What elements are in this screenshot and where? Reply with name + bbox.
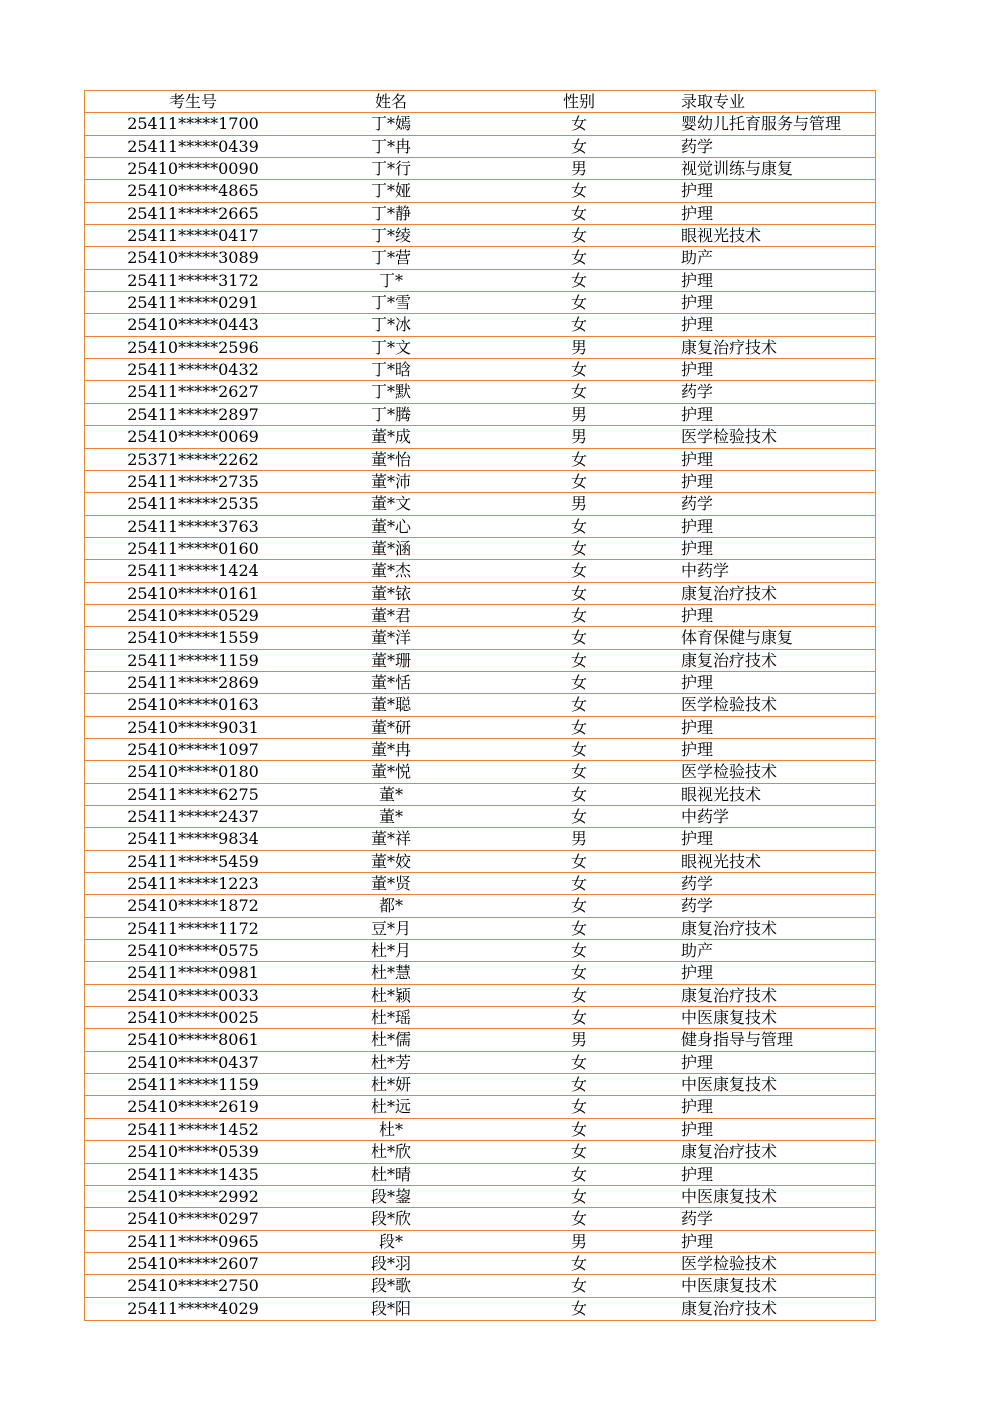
cell-exam-number: 25410*****0539: [127, 1142, 259, 1162]
cell-name: 杜*瑶: [370, 1008, 411, 1028]
cell-name: 丁*冉: [370, 136, 411, 156]
table-row: [85, 337, 875, 359]
table-row: [85, 918, 875, 940]
table-row: [85, 180, 875, 202]
cell-gender: 女: [570, 471, 587, 491]
cell-major: 中药学: [681, 561, 730, 581]
cell-gender: 女: [570, 1142, 587, 1162]
cell-exam-number: 25410*****2607: [127, 1253, 259, 1273]
cell-name: 杜*颖: [370, 985, 411, 1005]
table-row: [85, 583, 875, 605]
table-row: [85, 784, 875, 806]
table-row: [85, 940, 875, 962]
cell-name: 段*: [378, 1231, 403, 1251]
cell-major: 眼视光技术: [681, 851, 762, 871]
cell-major: 护理: [681, 404, 714, 424]
cell-gender: 女: [570, 941, 587, 961]
cell-gender: 女: [570, 963, 587, 983]
cell-exam-number: 25410*****0069: [127, 427, 259, 447]
header-gender: 性别: [562, 92, 595, 111]
cell-name: 杜*月: [370, 941, 411, 961]
table-row: [85, 851, 875, 873]
cell-gender: 女: [570, 918, 587, 938]
cell-gender: 女: [570, 136, 587, 156]
cell-gender: 女: [570, 784, 587, 804]
cell-major: 康复治疗技术: [681, 985, 778, 1005]
cell-major: 婴幼儿托育服务与管理: [681, 114, 842, 134]
cell-name: 董*: [378, 807, 403, 826]
cell-gender: 女: [570, 1119, 587, 1139]
cell-exam-number: 25410*****3089: [127, 248, 259, 268]
cell-gender: 女: [570, 874, 587, 894]
cell-gender: 女: [570, 203, 587, 223]
admission-table: [84, 90, 876, 1321]
cell-gender: 男: [570, 829, 587, 849]
cell-major: 护理: [681, 538, 714, 558]
table-row: [85, 895, 875, 917]
table-row: [85, 158, 875, 180]
cell-gender: 女: [570, 1276, 587, 1296]
table-row: [85, 314, 875, 336]
cell-major: 护理: [681, 203, 714, 223]
cell-major: 医学检验技术: [681, 427, 778, 447]
table-row: [85, 493, 875, 515]
table-row: [85, 828, 875, 850]
cell-major: 护理: [681, 605, 714, 625]
header-major: 录取专业: [681, 92, 746, 111]
cell-exam-number: 25410*****2619: [127, 1097, 259, 1117]
cell-exam-number: 25411*****0160: [127, 538, 259, 558]
cell-name: 段*鋆: [370, 1186, 411, 1206]
cell-name: 丁*娅: [370, 181, 411, 201]
cell-name: 杜*晴: [370, 1164, 411, 1184]
cell-major: 护理: [681, 1231, 714, 1251]
cell-major: 护理: [681, 293, 714, 313]
cell-exam-number: 25410*****0575: [127, 941, 259, 961]
cell-name: 杜*远: [370, 1097, 411, 1117]
table-row: [85, 761, 875, 783]
table-row: [85, 136, 875, 158]
cell-exam-number: 25411*****1435: [127, 1164, 259, 1184]
table-row: [85, 627, 875, 649]
cell-name: 丁*默: [370, 382, 411, 402]
cell-exam-number: 25411*****0439: [127, 136, 259, 156]
cell-name: 董*悦: [370, 762, 411, 782]
cell-name: 杜*儒: [370, 1030, 411, 1050]
cell-gender: 女: [570, 628, 587, 648]
cell-gender: 女: [570, 1075, 587, 1095]
cell-exam-number: 25411*****3172: [127, 270, 259, 290]
cell-gender: 男: [570, 427, 587, 447]
table-row: [85, 985, 875, 1007]
cell-gender: 女: [570, 538, 587, 558]
cell-major: 助产: [681, 941, 714, 961]
cell-name: 董*贤: [370, 874, 411, 894]
cell-gender: 女: [570, 695, 587, 715]
cell-name: 段*羽: [370, 1253, 411, 1273]
cell-major: 康复治疗技术: [681, 650, 778, 670]
cell-gender: 女: [570, 851, 587, 871]
cell-exam-number: 25411*****1172: [127, 918, 259, 938]
cell-major: 康复治疗技术: [681, 1298, 778, 1318]
cell-exam-number: 25411*****2897: [127, 404, 259, 424]
table-row: [85, 1231, 875, 1253]
table-row: [85, 1208, 875, 1230]
cell-exam-number: 25410*****1872: [127, 896, 259, 916]
cell-major: 中医康复技术: [681, 1075, 778, 1095]
cell-major: 护理: [681, 717, 714, 737]
cell-exam-number: 25411*****2869: [127, 672, 259, 692]
cell-name: 丁*腾: [370, 404, 411, 424]
cell-major: 体育保健与康复: [681, 628, 794, 648]
cell-major: 中医康复技术: [681, 1186, 778, 1206]
cell-exam-number: 25410*****2992: [127, 1186, 259, 1206]
cell-gender: 女: [570, 1097, 587, 1117]
cell-name: 丁*文: [370, 337, 411, 357]
cell-major: 康复治疗技术: [681, 1142, 778, 1162]
table-row: [85, 1275, 875, 1297]
cell-exam-number: 25411*****2437: [127, 807, 259, 826]
cell-exam-number: 25410*****0090: [127, 159, 259, 179]
table-row: [85, 247, 875, 269]
table-row: [85, 381, 875, 403]
cell-name: 董*聪: [370, 695, 411, 715]
cell-gender: 女: [570, 896, 587, 916]
cell-major: 眼视光技术: [681, 226, 762, 246]
table-row: [85, 1007, 875, 1029]
cell-gender: 女: [570, 561, 587, 581]
table-header-row: [85, 91, 875, 113]
cell-exam-number: 25411*****2535: [127, 494, 259, 514]
cell-major: 药学: [681, 1209, 714, 1229]
cell-major: 护理: [681, 963, 714, 983]
cell-major: 护理: [681, 315, 714, 335]
table-row: [85, 1164, 875, 1186]
cell-gender: 女: [570, 650, 587, 670]
cell-name: 杜*欣: [370, 1142, 411, 1162]
cell-exam-number: 25410*****9031: [127, 717, 259, 737]
cell-major: 护理: [681, 1097, 714, 1117]
cell-gender: 男: [570, 337, 587, 357]
cell-major: 中医康复技术: [681, 1008, 778, 1028]
cell-name: 董*姣: [370, 851, 411, 871]
cell-major: 护理: [681, 1119, 714, 1139]
cell-exam-number: 25410*****4865: [127, 181, 259, 201]
cell-exam-number: 25410*****0025: [127, 1008, 259, 1028]
table-row: [85, 1096, 875, 1118]
cell-gender: 女: [570, 360, 587, 380]
cell-name: 董*珊: [370, 650, 411, 670]
cell-major: 药学: [681, 136, 714, 156]
cell-name: 丁*冰: [370, 315, 411, 335]
cell-major: 护理: [681, 1052, 714, 1072]
cell-gender: 女: [570, 1298, 587, 1318]
cell-major: 中药学: [681, 807, 730, 826]
cell-name: 丁*晗: [370, 360, 411, 380]
table-row: [85, 1141, 875, 1163]
cell-exam-number: 25410*****2750: [127, 1276, 259, 1296]
cell-gender: 女: [570, 226, 587, 246]
cell-exam-number: 25411*****1424: [127, 561, 259, 581]
cell-exam-number: 25410*****0297: [127, 1209, 259, 1229]
table-row: [85, 471, 875, 493]
cell-name: 丁*嫣: [370, 114, 411, 134]
cell-gender: 男: [570, 1030, 587, 1050]
cell-exam-number: 25411*****0432: [127, 360, 259, 380]
table-row: [85, 292, 875, 314]
cell-major: 药学: [681, 494, 714, 514]
cell-name: 董*心: [370, 516, 411, 536]
cell-major: 护理: [681, 449, 714, 469]
cell-gender: 女: [570, 516, 587, 536]
cell-exam-number: 25411*****2735: [127, 471, 259, 491]
cell-gender: 女: [570, 293, 587, 313]
cell-gender: 女: [570, 270, 587, 290]
table-row: [85, 1074, 875, 1096]
cell-exam-number: 25411*****2627: [127, 382, 259, 402]
cell-gender: 女: [570, 1253, 587, 1273]
cell-name: 丁*静: [370, 203, 411, 223]
cell-gender: 女: [570, 114, 587, 134]
cell-exam-number: 25410*****0437: [127, 1052, 259, 1072]
cell-exam-number: 25411*****3763: [127, 516, 259, 536]
table-row: [85, 560, 875, 582]
cell-name: 杜*慧: [370, 963, 411, 983]
table-row: [85, 270, 875, 292]
table-row: [85, 1186, 875, 1208]
table-row: [85, 1052, 875, 1074]
table-row: [85, 605, 875, 627]
cell-gender: 女: [570, 181, 587, 201]
cell-exam-number: 25410*****0161: [127, 583, 259, 603]
cell-gender: 女: [570, 315, 587, 335]
cell-exam-number: 25371*****2262: [127, 449, 259, 469]
cell-gender: 女: [570, 1008, 587, 1028]
cell-exam-number: 25411*****9834: [127, 829, 259, 849]
cell-major: 医学检验技术: [681, 1253, 778, 1273]
cell-major: 药学: [681, 874, 714, 894]
cell-exam-number: 25410*****2596: [127, 337, 259, 357]
cell-major: 医学检验技术: [681, 762, 778, 782]
table-row: [85, 359, 875, 381]
cell-gender: 男: [570, 404, 587, 424]
cell-exam-number: 25411*****2665: [127, 203, 259, 223]
table-row: [85, 1119, 875, 1141]
cell-major: 中医康复技术: [681, 1276, 778, 1296]
table-row: [85, 225, 875, 247]
table-row: [85, 694, 875, 716]
cell-exam-number: 25410*****0443: [127, 315, 259, 335]
cell-name: 董*祥: [370, 829, 411, 849]
cell-exam-number: 25410*****0529: [127, 605, 259, 625]
cell-major: 护理: [681, 1164, 714, 1184]
cell-name: 董*怡: [370, 449, 411, 469]
cell-exam-number: 25411*****5459: [127, 851, 259, 871]
cell-exam-number: 25411*****1159: [127, 1075, 259, 1095]
cell-exam-number: 25411*****0417: [127, 226, 259, 246]
cell-major: 护理: [681, 739, 714, 759]
cell-major: 护理: [681, 360, 714, 380]
cell-gender: 女: [570, 672, 587, 692]
cell-name: 董*研: [370, 717, 411, 737]
cell-exam-number: 25411*****4029: [127, 1298, 259, 1318]
cell-exam-number: 25411*****1452: [127, 1119, 259, 1139]
cell-name: 杜*芳: [370, 1052, 411, 1072]
table-row: [85, 404, 875, 426]
cell-exam-number: 25410*****0163: [127, 695, 259, 715]
cell-exam-number: 25410*****1559: [127, 628, 259, 648]
cell-gender: 女: [570, 583, 587, 603]
cell-name: 丁*营: [370, 248, 411, 268]
cell-name: 段*阳: [370, 1298, 411, 1318]
table-row: [85, 717, 875, 739]
cell-gender: 女: [570, 382, 587, 402]
cell-name: 董*成: [370, 427, 411, 447]
table-row: [85, 449, 875, 471]
cell-major: 护理: [681, 181, 714, 201]
table-row: [85, 516, 875, 538]
cell-gender: 女: [570, 1164, 587, 1184]
cell-name: 董*涵: [370, 538, 411, 558]
cell-major: 护理: [681, 516, 714, 536]
table-row: [85, 113, 875, 135]
cell-name: 董*恬: [370, 672, 411, 692]
table-row: [85, 1253, 875, 1275]
cell-exam-number: 25411*****0981: [127, 963, 259, 983]
cell-name: 丁*绫: [370, 226, 411, 246]
header-name: 姓名: [374, 92, 407, 111]
table-row: [85, 426, 875, 448]
cell-major: 护理: [681, 270, 714, 290]
cell-exam-number: 25410*****0033: [127, 985, 259, 1005]
cell-exam-number: 25411*****1700: [127, 114, 259, 134]
cell-exam-number: 25411*****0965: [127, 1231, 259, 1251]
cell-major: 药学: [681, 382, 714, 402]
cell-name: 董*: [378, 784, 403, 804]
table-row: [85, 806, 875, 828]
cell-gender: 男: [570, 494, 587, 514]
cell-major: 健身指导与管理: [681, 1030, 794, 1050]
cell-gender: 女: [570, 1052, 587, 1072]
cell-gender: 男: [570, 1231, 587, 1251]
cell-major: 护理: [681, 829, 714, 849]
cell-name: 豆*月: [370, 918, 411, 938]
cell-gender: 女: [570, 248, 587, 268]
table-row: [85, 873, 875, 895]
cell-name: 董*铱: [370, 583, 411, 603]
cell-major: 医学检验技术: [681, 695, 778, 715]
cell-major: 助产: [681, 248, 714, 268]
cell-name: 都*: [378, 896, 403, 916]
cell-major: 康复治疗技术: [681, 337, 778, 357]
cell-name: 董*洋: [370, 628, 411, 648]
cell-name: 杜*: [378, 1119, 403, 1139]
cell-gender: 女: [570, 739, 587, 759]
cell-gender: 女: [570, 985, 587, 1005]
table-row: [85, 538, 875, 560]
cell-major: 康复治疗技术: [681, 583, 778, 603]
cell-gender: 女: [570, 1209, 587, 1229]
cell-exam-number: 25411*****0291: [127, 293, 259, 313]
cell-name: 段*歌: [370, 1276, 411, 1296]
cell-major: 视觉训练与康复: [681, 159, 794, 179]
cell-exam-number: 25411*****1159: [127, 650, 259, 670]
cell-major: 眼视光技术: [681, 784, 762, 804]
cell-name: 丁*: [378, 270, 403, 290]
cell-exam-number: 25410*****8061: [127, 1030, 259, 1050]
table-row: [85, 962, 875, 984]
cell-name: 董*杰: [370, 561, 411, 581]
cell-name: 丁*雪: [370, 293, 411, 313]
header-exam-number: 考生号: [168, 92, 217, 111]
cell-major: 药学: [681, 896, 714, 916]
cell-name: 段*欣: [370, 1209, 411, 1229]
table-row: [85, 672, 875, 694]
table-row: [85, 1298, 875, 1320]
table-row: [85, 1029, 875, 1051]
cell-gender: 女: [570, 449, 587, 469]
cell-exam-number: 25411*****6275: [127, 784, 259, 804]
cell-major: 康复治疗技术: [681, 918, 778, 938]
cell-gender: 女: [570, 1186, 587, 1206]
cell-gender: 女: [570, 762, 587, 782]
cell-major: 护理: [681, 471, 714, 491]
cell-gender: 女: [570, 807, 587, 826]
cell-name: 董*君: [370, 605, 411, 625]
table-row: [85, 203, 875, 225]
table-row: [85, 650, 875, 672]
cell-exam-number: 25410*****0180: [127, 762, 259, 782]
cell-name: 董*沛: [370, 471, 411, 491]
cell-gender: 女: [570, 605, 587, 625]
cell-major: 护理: [681, 672, 714, 692]
cell-name: 杜*妍: [370, 1075, 411, 1095]
cell-gender: 男: [570, 159, 587, 179]
cell-name: 丁*行: [370, 159, 411, 179]
cell-exam-number: 25411*****1223: [127, 874, 259, 894]
cell-exam-number: 25410*****1097: [127, 739, 259, 759]
cell-gender: 女: [570, 717, 587, 737]
table-row: [85, 739, 875, 761]
cell-name: 董*文: [370, 494, 411, 514]
cell-name: 董*冉: [370, 739, 411, 759]
